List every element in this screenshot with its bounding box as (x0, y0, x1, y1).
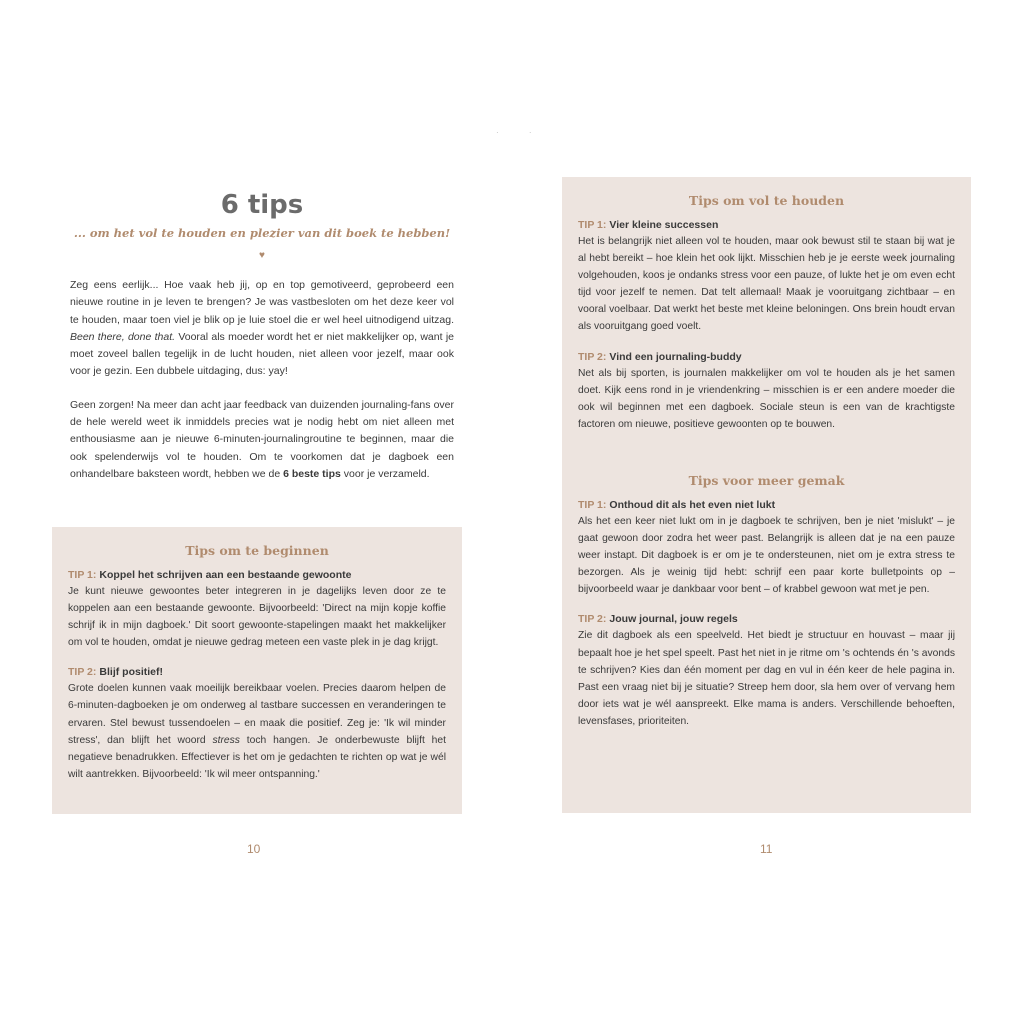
gutter-marks: · · (496, 128, 546, 137)
intro-text (52, 277, 472, 483)
tip-title: TIP 1: Koppel het schrijven aan een bestaande gewoonte (68, 569, 352, 581)
tip-title: TIP 1: Vier kleine successen (578, 219, 719, 231)
tip-text: Net als bij sporten, is journalen makkelijker om vol te houden als je het samen doet. Kijk eens rond in je vriendenkring – misschien is er een andere moeder die ook wil beginnen met een dagboek. Sociale steun is een van de krachtigste factoren om nieuwe, positieve gewoonten op te bouwen. (578, 367, 955, 430)
box-heading: Tips om te beginnen (185, 543, 329, 558)
tip-item (578, 350, 955, 433)
tips-box-beginnen (52, 527, 462, 814)
tip-item (578, 612, 955, 730)
tip-item (68, 568, 446, 651)
tip-item (68, 665, 446, 783)
intro-paragraph-2: Geen zorgen! Na meer dan acht jaar feedback van duizenden journaling-fans over de hele wereld weet ik inmiddels precies wat je nodig hebt om niet alleen met enthousiasme aan je nieuwe 6-minuten-journalingroutine te beginnen, maar die ook spelenderwijs vol te houden. Om te voorkomen dat je dagboek een onhandelbare baksteen wordt, hebben we de 6 beste tips voor je verzameld. (70, 398, 454, 480)
tip-text: Grote doelen kunnen vaak moeilijk bereikbaar voelen. Precies daarom helpen de 6-minuten-dagboeken je om onderweg al tastbare successen en veranderingen te ervaren. Stel bewust tussendoelen – en maak die positief. Zeg je: 'Ik wil minder stress', dan blijft het woord stress toch hangen. Je onderbewuste blijft het negatieve benadrukken. Effectiever is het om je gedachten te richten op wat je wél wilt aantrekken. Bijvoorbeeld: 'Ik wil meer ontspanning.' (68, 683, 446, 780)
tip-title: TIP 2: Vind een journaling-buddy (578, 350, 742, 363)
tip-text: Als het een keer niet lukt om in je dagboek te schrijven, ben je niet 'mislukt' – je gaat gewoon door zodra het weer past. Belangrijk is alleen dat je na een pauze weer instapt. Dit dagboek is er om je te ondersteunen, niet om je extra stress te bezorgen. Als je weinig tijd hebt: schrijf een paar korte bulletpoints op – bijvoorbeeld waar je dankbaar voor bent – of krabbel gewoon wat met je pen. (578, 515, 955, 596)
tip-number: TIP 1: (578, 498, 607, 511)
tips-box-right (562, 177, 971, 813)
page-number-right: 11 (760, 842, 773, 856)
tip-number: TIP 1: (578, 219, 607, 231)
heart-icon: ♥ (259, 250, 265, 261)
page-number-left: 10 (247, 842, 261, 856)
tip-number: TIP 2: (578, 350, 607, 363)
intro-paragraph-1: Zeg eens eerlijk... Hoe vaak heb jij, op en top gemotiveerd, geprobeerd een nieuwe routine in je leven te brengen? Je was vastbesloten om het deze keer vol te houden, maar toen viel je blik op je luie stoel die er wel heel uitnodigend uitzag. Been there, done that. Vooral als moeder wordt het er niet makkelijker op, want je moet zoveel ballen tegelijk in de lucht houden, niet alleen voor jezelf, maar ook voor je gezin. Een dubbele uitdaging, dus: yay! (70, 279, 454, 378)
tip-text: Zie dit dagboek als een speelveld. Het biedt je structuur en houvast – maar jij bepaalt hoe je het spel speelt. Past het niet in je ritme om 's ochtends én 's avonds te schrijven? Kies dan één moment per dag en vul in één keer de hele pagina in. Past een vraag niet bij je situatie? Streep hem door, sla hem over of vervang hem door iets wat je wél aanspreekt. Elke mama is anders. Verschillende behoeften, levensfases, prioriteiten. (578, 630, 955, 727)
page-subtitle: ... om het vol te houden en plezier van dit boek te hebben! (73, 226, 451, 240)
box-heading: Tips om vol te houden (688, 193, 845, 208)
tip-title: TIP 2: Jouw journal, jouw regels (578, 613, 738, 626)
tip-text: Het is belangrijk niet alleen vol te houden, maar ook bewust stil te staan bij wat je al hebt bereikt – hoe klein het ook lijkt. Misschien heb je je eerste week journaling volgehouden, koos je ondanks stress voor een pauze, of lukte het je om even echt tijd voor jezelf te nemen. Dat telt allemaal! Maak je vooruitgang zichtbaar – en vooral voelbaar. Dat werkt het beste met kleine beloningen. Ons brein houdt ervan als vooruitgang goed voelt. (578, 236, 955, 333)
tip-text: Je kunt nieuwe gewoontes beter integreren in je dagelijks leven door ze te koppelen aan een bestaande gewoonte. Bijvoorbeeld: 'Direct na mijn kopje koffie schrijf ik in mijn dagboek.' Dit soort gewoonte-stapelingen maakt het makkelijker om vol te houden, omdat je nieuwe gedrag meteen een vaste plek in je dag krijgt. (68, 586, 446, 649)
tip-title: TIP 2: Blijf positief! (68, 666, 163, 679)
tip-title: TIP 1: Onthoud dit als het even niet lukt (578, 498, 776, 511)
tip-number: TIP 2: (578, 613, 607, 626)
tip-item (578, 498, 955, 598)
left-page (52, 170, 472, 780)
page-title: 6 tips (220, 190, 304, 220)
box-heading: Tips voor meer gemak (688, 472, 845, 488)
tip-number: TIP 2: (68, 666, 97, 679)
tip-item (578, 218, 955, 336)
tip-number: TIP 1: (68, 569, 97, 581)
